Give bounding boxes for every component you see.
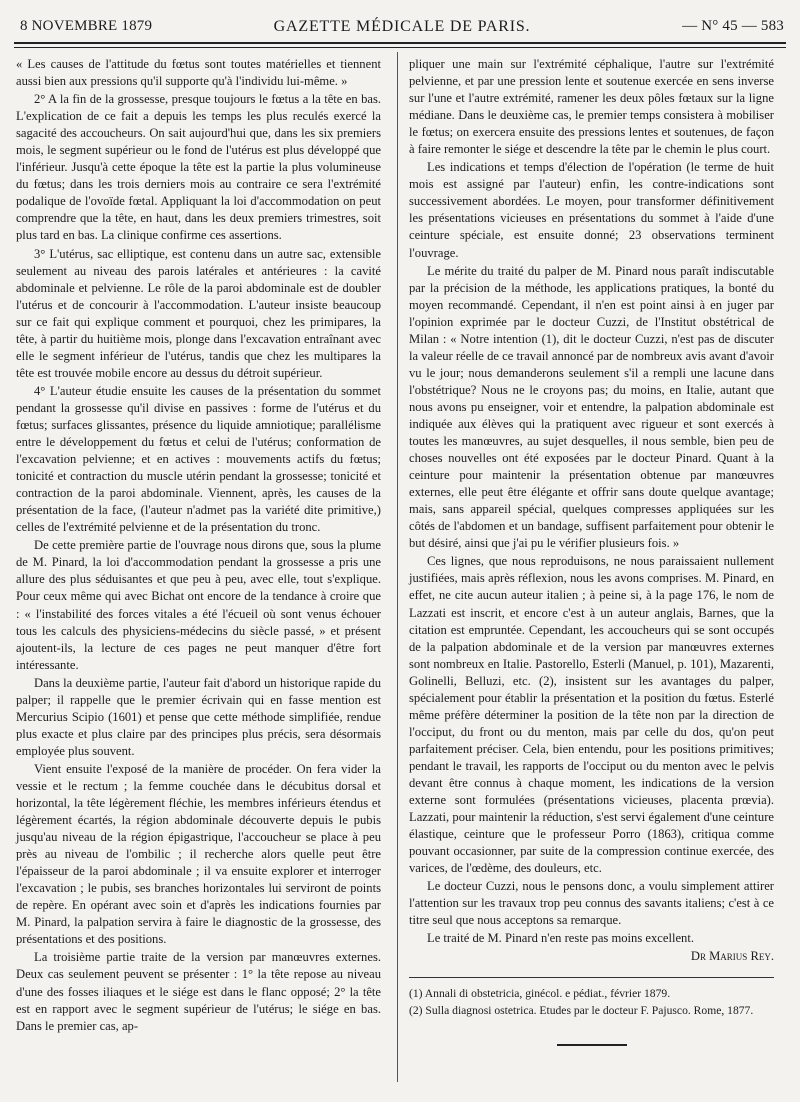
right-column — [409, 56, 774, 1046]
journal-title: GAZETTE MÉDICALE DE PARIS. — [273, 18, 531, 35]
paragraph: De cette première partie de l'ouvrage nous dirons que, sous la plume de M. Pinard, la loi d'accommodation pendant la grossesse a pris une allure des plus séduisantes et que peu à peu, avec elle, tout s'explique. Pour ceux même qui avec Bichat ont encore de la tendance à croire que : « l'instabilité des forces vitales a été l'écueil où sont venus échouer tous les calculs des physiciens-médecins du siècle passé, » et présent ajoutent-ils, la lecture de ces pages ne peut manquer d'être fort intéressante. — [16, 538, 381, 672]
paragraph: 2° A la fin de la grossesse, presque toujours le fœtus a la tête en bas. L'explication de ce fait a depuis les temps les plus reculés exercé la sagacité des accoucheurs. On sait aujourd'hui que, dans les six premiers mois, le segment supérieur ou le fond de l'utérus est plus développé que l'inférieur. Jusqu'à cette époque la tête est la partie la plus volumineuse du fœtus; dans les trois derniers mois au contraire ce sera l'extrémité podalique de l'ovoïde fœtal. Appliquant la loi d'accommodation on peut comprendre que la tête, en haut, dans les deux premiers trimestres, soit plus tard en bas. La clinique confirme ces assertions. — [16, 92, 381, 243]
paragraph: pliquer une main sur l'extrémité céphalique, l'autre sur l'extrémité pelvienne, et par une pression lente et soutenue exercée en sens inverse sur l'une et l'autre extrémité, ramener les deux pôles fœtaux sur la ligne médiane. Dans le deuxième cas, le premier temps consistera à mobiliser le fœtus; on exercera ensuite des pressions lentes et soutenues, de façon à faire remonter le siége et descendre la tête par le chemin le plus court. — [409, 57, 774, 157]
column-separator — [397, 52, 398, 1082]
paragraph: Le traité de M. Pinard n'en reste pas moins excellent. — [427, 931, 695, 946]
left-column — [16, 56, 381, 1035]
header-rule-thick — [14, 42, 786, 44]
paragraph: Les indications et temps d'élection de l'opération (le terme de huit mois est assigné par l'auteur) enfin, les contre-indications sont successivement abordées. Le moyen, pour transformer définitivement les présentations vicieuses en présentations du sommet à l'aide d'une ceinture spéciale, est ensuite donné; 23 observations terminent l'ouvrage. — [409, 160, 774, 260]
footnote: (1) Annali di obstetricia, ginécol. e pédiat., février 1879. — [409, 987, 671, 1001]
issue-page-number: — N° 45 — 583 — [682, 18, 784, 34]
running-header — [20, 16, 784, 38]
paragraph: Dans la deuxième partie, l'auteur fait d'abord un historique rapide du palper; il rappelle que le premier écrivain qui en fasse mention est Mercurius Scipio (1601) et pense que cette méthode simplifiée, rendue plus exacte et plus claire par des principes plus précis, sera désormais employée plus souvent. — [16, 675, 381, 758]
paragraph: Le docteur Cuzzi, nous le pensons donc, a voulu simplement attirer l'attention sur les travaux trop peu connus des savants italiens; c'est à ce titre seul que nous acceptons sa remarque. — [409, 879, 774, 928]
paragraph: 3° L'utérus, sac elliptique, est contenu dans un autre sac, extensible seulement au niveau des parois latérales et antérieures : la cavité abdominale et pelvienne. Le rôle de la paroi abdominale est de doubler l'utérus et de concourir à l'accommodation. L'auteur insiste beaucoup sur ce fait qui explique comment et pourquoi, chez les primipares, la tête, à partir du huitième mois, plonge dans l'excavation entraînant avec elle le segment inférieur de l'utérus, tandis que chez les multipares la tête est trouvée mobile encore au dessus du détroit supérieur. — [16, 246, 381, 380]
paragraph: Le mérite du traité du palper de M. Pinard nous paraît indiscutable par la précision de la méthode, les applications pratiques, la bonté du moyen recommandé. Cependant, il n'en est point ainsi à en juger par l'opinion exprimée par le docteur Cuzzi, de l'Institut obstétrical de Milan : « Notre intention (1), dit le docteur Cuzzi, n'est pas de discuter la valeur réelle de ce travail annoncé par de nombreux avis avant d'avoir vu le jour; nous demanderons seulement s'il a rempli une lacune dans l'obstétrique? Nous ne le croyons pas; du moins, en Italie, autant que nous avons pu enseigner, voir et entendre, la palpation abdominale est indiquée aux élèves qui la pratiquent avec rigueur et sont exercés à toutes les manœuvres, au sujet desquelles, il nous semble, bien peu de choses nouvelles ont été exposées par le docteur Pinard. Quant à la ceinture pour maintenir la présentation obtenue par manœuvres externes, elle peut être élégante et offrir sans doute quelque avantage; mais, sans appareil spécial, quelques compresses appliquées sur les côtés de l'abdomen et un bandage, suffisent parfaitement pour obtenir le but désiré, ainsi que j'ai pu le vérifier plusieurs fois. » — [409, 263, 774, 551]
end-rule — [557, 1044, 627, 1046]
author-signature: Dr Marius Rey. — [690, 949, 774, 964]
footnote-rule — [409, 977, 774, 978]
paragraph: La troisième partie traite de la version par manœuvres externes. Deux cas seulement peuvent se présenter : 1° la tête repose au niveau d'une des fosses iliaques et le siége est dans le flanc opposé; 2° la tête est en rapport avec le segment supérieur de l'utérus; le siége en bas. Dans le premier cas, ap- — [16, 950, 381, 1033]
paragraph: Vient ensuite l'exposé de la manière de procéder. On fera vider la vessie et le rectum ; la femme couchée dans le décubitus dorsal et horizontal, la tête légèrement fléchie, les membres inférieurs étendus et légèrement écartés, la région abdominale découverte depuis le pubis jusqu'au niveau de la région épigastrique, l'accoucheur se place à peu près au niveau de l'ombilic ; il recherche alors quelle peut être l'épaisseur de la paroi abdominale ; il va ensuite explorer et interroger l'excavation ; le pubis, ses branches horizontales lui serviront de points de repère. En opérant avec soin et d'après les indications fournies par M. Pinard, la palpation servira à faire le diagnostic de la grossesse, des présentations et des positions. — [16, 761, 381, 947]
paragraph: 4° L'auteur étudie ensuite les causes de la présentation du sommet pendant la grossesse qu'il divise en passives : forme de l'utérus et du fœtus; surfaces glissantes, présence du liquide amniotique; parallélisme entre le développement du fœtus et celui de l'utérus; conformation de l'excavation pelvienne; et en actives : mouvements actifs du fœtus; tonicité et contraction du muscle utérin pendant la grossesse; tonicité et contraction de la paroi abdominale. Viennent, après, les causes de la présentation de la face, (l'auteur n'admet pas la variété dite primitive,) celles de l'extrémité pelvienne et de la présentation du tronc. — [16, 383, 381, 535]
footnote: (2) Sulla diagnosi ostetrica. Etudes par le docteur F. Pajusco. Rome, 1877. — [409, 1003, 754, 1017]
header-rule-thin — [14, 47, 786, 48]
header-date: 8 NOVEMBRE 1879 — [20, 18, 153, 34]
paragraph: Ces lignes, que nous reproduisons, ne nous paraissaient nullement justifiées, mais après réflexion, nous les avons comprises. M. Pinard, en effet, ne cite aucun auteur italien ; à peine si, à la page 176, le nom de Lazzati est inscrit, et encore c'est à un auteur anglais, Barnes, que la citation est empruntée. Cependant, les accoucheurs qui se sont occupés de la palpation abdominale et de la version par manœuvres externes sont nombreux en Italie. Pastorello, Esterli (Manuel, p. 101), Mazarenti, Golinelli, Belluzi, etc. (2), insistent sur les avantages du palper, spécialement pour établir la présentation et la position du fœtus. Esterlé même préfère déterminer la position de la tête non par la direction de l'occiput, du front ou du menton, mais par celle du dos, qu'on peut parfaitement préciser. Cela, bien entendu, pour les positions primitives; pendant le travail, les rapports de l'occiput ou du menton avec le pelvis devant être connus à chaque moment, les indications de la version externe sont formulées (présentations vicieuses, placenta prœvia). Lazzati, pour maintenir la réduction, s'est servi également d'une ceinture élastique, ceinture que le professeur Porro (1863), critiqua comme pouvant occasionner, par suite de la compression continue exercée, des varices, de l'œdème, des douleurs, etc. — [409, 554, 774, 876]
paragraph: « Les causes de l'attitude du fœtus sont toutes matérielles et tiennent aussi bien aux pressions qu'il supporte qu'à l'individu lui-même. » — [16, 57, 381, 89]
